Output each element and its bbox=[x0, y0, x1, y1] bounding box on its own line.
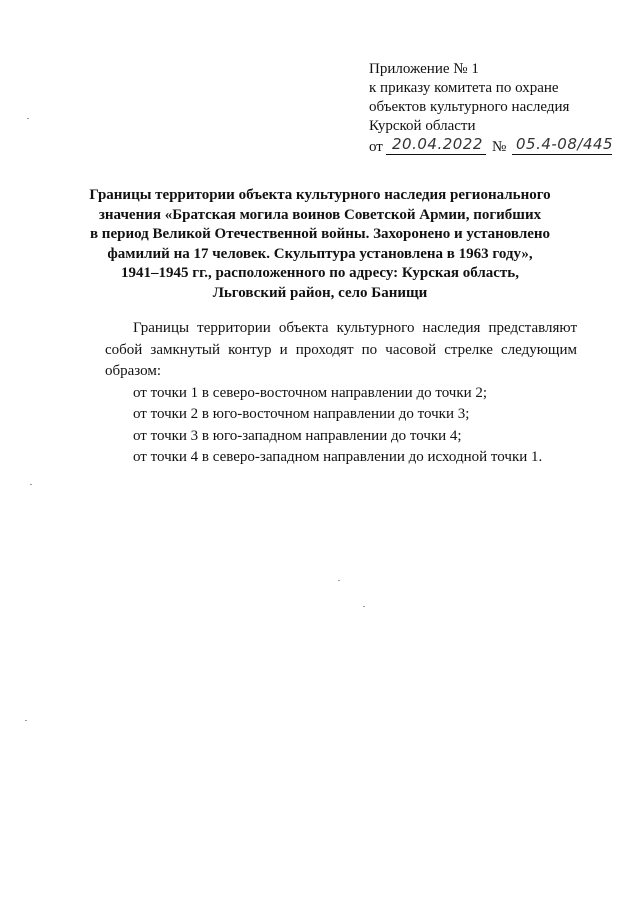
scan-speck bbox=[27, 118, 29, 119]
document-body bbox=[105, 318, 577, 469]
title-line: Льговский район, село Банищи bbox=[212, 284, 428, 301]
title-line: Границы территории объекта культурного наследия регионального bbox=[89, 187, 551, 203]
handwritten-number: 05.4-08/445 bbox=[516, 135, 614, 153]
appendix-date-number-line bbox=[369, 136, 619, 158]
title-line: в период Великой Отечественной войны. Захоронено и установлено bbox=[89, 226, 551, 242]
title-line: 1941–1945 гг., расположенного по адресу: Курская область, bbox=[121, 265, 519, 281]
number-field bbox=[512, 136, 612, 155]
route-point-item: от точки 1 в северо-восточном направлении до точки 2; bbox=[133, 384, 488, 401]
appendix-order-ref: к приказу комитета по охране bbox=[369, 80, 559, 96]
handwritten-date: 20.04.2022 bbox=[392, 135, 483, 153]
appendix-region: Курской области bbox=[369, 118, 476, 134]
scan-speck bbox=[338, 580, 340, 581]
date-label: от bbox=[369, 139, 383, 155]
title-line: значения «Братская могила воинов Советской Армии, погибших bbox=[98, 206, 542, 223]
title-line: фамилий на 17 человек. Скульптура установлена в 1963 году», bbox=[107, 245, 533, 262]
document-title bbox=[70, 186, 570, 303]
appendix-header bbox=[369, 60, 619, 158]
appendix-committee: объектов культурного наследия bbox=[369, 99, 570, 115]
appendix-number: Приложение № 1 bbox=[369, 61, 479, 77]
scan-speck bbox=[25, 720, 27, 721]
scan-speck bbox=[30, 484, 32, 485]
scan-speck bbox=[363, 606, 365, 607]
route-point-item: от точки 2 в юго-восточном направлении до точки 3; bbox=[133, 406, 470, 422]
route-point-item: от точки 4 в северо-западном направлении до исходной точки 1. bbox=[133, 449, 543, 465]
number-label: № bbox=[492, 139, 507, 155]
route-point-item: от точки 3 в юго-западном направлении до точки 4; bbox=[133, 427, 462, 444]
route-points-list bbox=[105, 383, 577, 469]
date-field bbox=[386, 136, 486, 155]
intro-paragraph: Границы территории объекта культурного наследия представляют собой замкнутый контур и проходят по часовой стрелке следующим образом: bbox=[105, 320, 577, 379]
